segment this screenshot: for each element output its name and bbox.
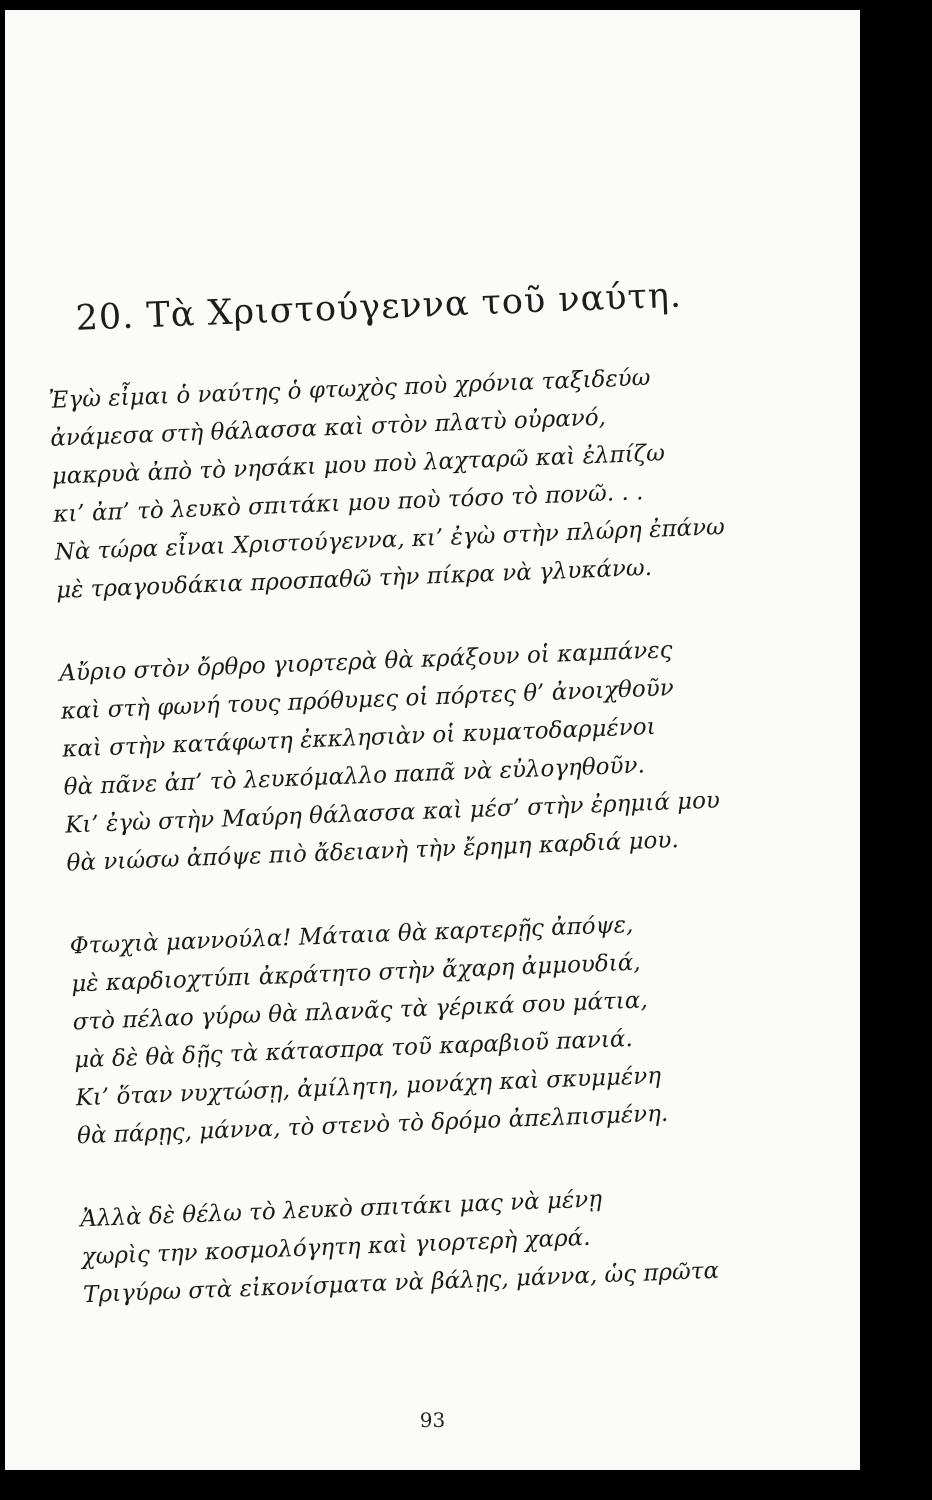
poem-line: Κι’ ὅταν νυχτώσῃ, ἀμίλητη, μονάχη καὶ σκυμμένη	[75, 1062, 662, 1112]
poem-line: καὶ στὴν κατάφωτη ἐκκλησιὰν οἱ κυματοδαρμένοι	[61, 713, 657, 763]
poem-line: μὰ δὲ θὰ δῇς τὰ κάτασπρα τοῦ καραβιοῦ πανιά.	[73, 1025, 634, 1074]
poem-line: κι’ ἀπ’ τὸ λευκὸ σπιτάκι μου ποὺ τόσο τὸ πονῶ. . .	[52, 479, 644, 528]
scan-border-bottom	[0, 1470, 932, 1500]
stanza-2	[59, 625, 847, 883]
poem-line: μὲ καρδιοχτύπι ἀκράτητο στὴν ἄχαρη ἀμμουδιά,	[70, 949, 642, 998]
poem-line: μὲ τραγουδάκια προσπαθῶ τὴν πίκρα νὰ γλυκάνω.	[55, 554, 653, 604]
stanza-1	[48, 352, 836, 610]
poem-line: χωρὶς την κοσμολόγητη καὶ γιορτερὴ χαρά.	[81, 1224, 591, 1271]
scan-border-right	[860, 0, 932, 1500]
poem-line: Κι’ ἐγὼ στὴν Μαύρη θάλασσα καὶ μέσ’ στὴν ἐρημιά μου	[64, 787, 721, 839]
scan-border-top	[0, 0, 932, 10]
poem-line: Ἀλλὰ δὲ θέλω τὸ λευκὸ σπιτάκι μας νὰ μένῃ	[79, 1186, 603, 1233]
poem-line: μακρυὰ ἀπὸ τὸ νησάκι μου ποὺ λαχταρῶ καὶ ἐλπίζω	[51, 440, 666, 490]
poem-block	[45, 270, 860, 1359]
poem-line: ἀνάμεσα στὴ θάλασσα καὶ στὸν πλατὺ οὐρανό,	[49, 404, 607, 452]
stanza-4	[80, 1170, 860, 1314]
poem-line: Νὰ τώρα εἶναι Χριστούγεννα, κι’ ἐγὼ στὴν πλώρη ἐπάνω	[54, 514, 726, 566]
stanza-3	[69, 898, 857, 1156]
poem-line: Τριγύρω στὰ εἰκονίσματα νὰ βάλῃς, μάννα, ὡς πρῶτα	[82, 1257, 720, 1309]
poem-line: θὰ πᾶνε ἀπ’ τὸ λευκόμαλλο παπᾶ νὰ εὐλογηθοῦν.	[63, 752, 646, 801]
poem-line: θὰ νιώσω ἀπόψε πιὸ ἄδειανὴ τὴν ἔρημη καρδιά μου.	[66, 827, 680, 877]
poem-line: στὸ πέλαο γύρω θὰ πλανᾶς τὰ γέρικά σου μάτια,	[72, 987, 649, 1036]
poem-line: θὰ πάρῃς, μάννα, τὸ στενὸ τὸ δρόμο ἀπελπισμένη.	[76, 1100, 669, 1150]
poem-line: Φτωχιὰ μαννούλα! Μάταια θὰ καρτερῇς ἀπόψε,	[69, 911, 634, 960]
poem-line: Ἐγὼ εἶμαι ὁ ναύτης ὁ φτωχὸς ποὺ χρόνια ταξιδεύω	[48, 364, 651, 414]
poem-line: καὶ στὴ φωνή τους πρόθυμες οἱ πόρτες θ’ ἀνοιχθοῦν	[60, 675, 675, 725]
poem-line: Αὔριο στὸν ὄρθρο γιορτερὰ θὰ κράξουν οἱ καμπάνες	[58, 637, 673, 687]
poem-title: 20. Τὰ Χριστούγεννα τοῦ ναύτη.	[74, 275, 683, 339]
page-number: 93	[419, 1408, 446, 1432]
book-page	[5, 10, 860, 1470]
